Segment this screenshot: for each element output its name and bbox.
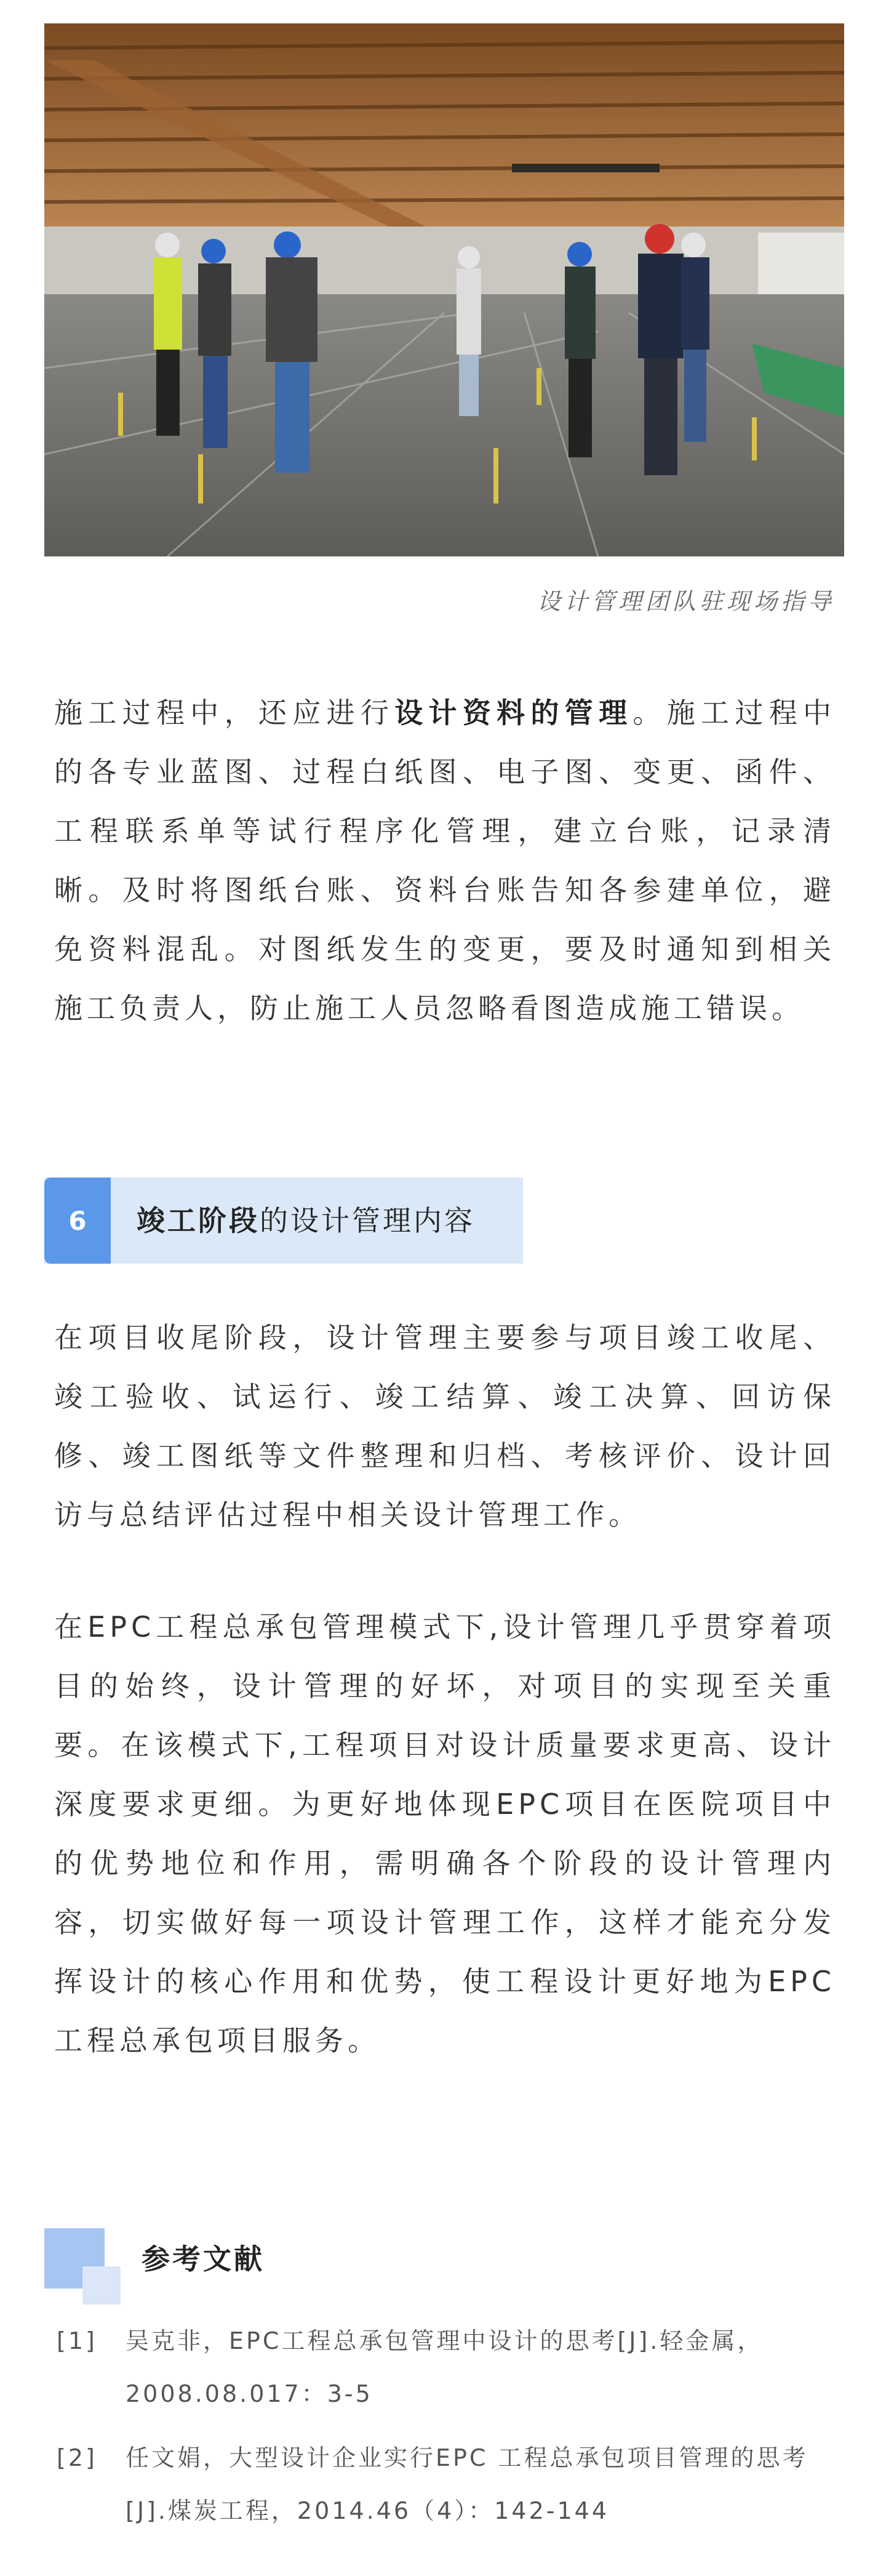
reference-index: [2]	[57, 2444, 97, 2471]
site-photo	[44, 23, 844, 556]
construction-site-image	[44, 23, 844, 556]
paragraph-text-pre: 施工过程中，还应进行	[54, 696, 395, 729]
paragraph-design-document-management	[54, 683, 836, 1038]
reference-item	[57, 2314, 832, 2420]
paragraph-epc-summary: 在EPC工程总承包管理模式下,设计管理几乎贯穿着项目的始终，设计管理的好坏，对项目的实现至关重要。在该模式下,工程项目对设计质量要求更高、设计深度要求更细。为更好地体现EPC项目在医院项目中的优势地位和作用，需明确各个阶段的设计管理内容，切实做好每一项设计管理工作，这样才能充分发挥设计的核心作用和优势，使工程设计更好地为EPC工程总承包项目服务。	[54, 1610, 836, 2057]
section-title	[137, 1178, 475, 1264]
paragraph-completion-stage: 在项目收尾阶段，设计管理主要参与项目竣工收尾、竣工验收、试运行、竣工结算、竣工决算、回访保修、竣工图纸等文件整理和归档、考核评价、设计回访与总结评估过程中相关设计管理工作。	[54, 1321, 836, 1531]
photo-caption: 设计管理团队驻现场指导	[537, 588, 835, 615]
reference-index: [1]	[57, 2327, 97, 2354]
section-number-badge: 6	[44, 1178, 111, 1264]
section-title-bold: 竣工阶段	[137, 1204, 260, 1237]
reference-text: 任文娟，大型设计企业实行EPC 工程总承包项目管理的思考[J].煤炭工程，2014.46（4）：142-144	[126, 2444, 808, 2524]
references-title: 参考文献	[142, 2242, 265, 2276]
references-heading	[44, 2228, 413, 2314]
reference-text: 吴克非，EPC工程总承包管理中设计的思考[J].轻金属，2008.08.017：3-5	[126, 2327, 764, 2407]
section-header-6	[44, 1178, 523, 1264]
paragraph-emphasis: 设计资料的管理	[394, 696, 633, 729]
reference-item	[57, 2431, 832, 2537]
paragraph-text-post: 。施工过程中的各专业蓝图、过程白纸图、电子图、变更、函件、工程联系单等试行程序化管理，建立台账，记录清晰。及时将图纸台账、资料台账告知各参建单位，避免资料混乱。对图纸发生的变更，要及时通知到相关施工负责人，防止施工人员忽略看图造成施工错误。	[54, 696, 836, 1025]
references-decor-square-small	[82, 2266, 121, 2305]
section-title-rest: 的设计管理内容	[260, 1204, 475, 1237]
